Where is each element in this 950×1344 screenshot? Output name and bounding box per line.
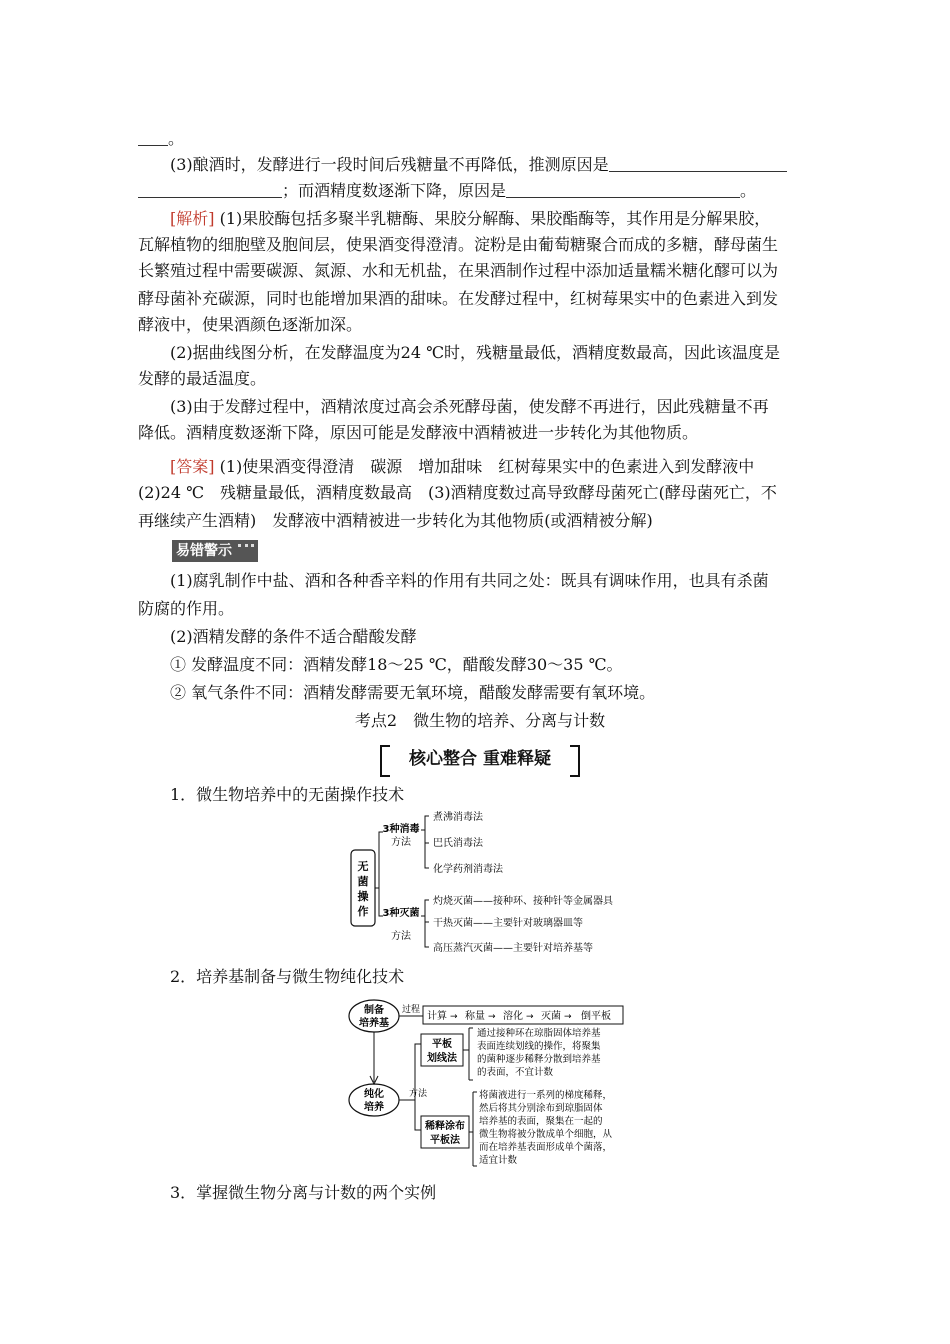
method2-desc-6: 适宜计数 [479,1155,518,1166]
badge-dots [238,544,254,551]
core-heading [380,745,580,775]
answer-text: (2)24 ℃ 残糖量最低，酒精度数最高 (3)酒精度数过高导致酵母菌死亡(酵母菌死亡，不 [138,483,777,502]
analysis-tag: [解析] [170,209,215,228]
process-label: 过程 [401,1005,421,1015]
prep-label-1: 制备 [364,1005,384,1016]
answer-blank [138,183,282,198]
method1-label-2: 划线法 [427,1053,457,1064]
root-char-4: 作 [357,905,369,918]
answer-blank [138,131,168,146]
step-4: 灭菌 [541,1011,561,1022]
method2-desc-1: 将菌液进行一系列的梯度稀释， [479,1090,613,1101]
analysis-text: 长繁殖过程中需要碳源、氮源、水和无机盐，在果酒制作过程中添加适量糯米糖化醪可以为 [138,261,779,280]
subsection-title: 2．培养基制备与微生物纯化技术 [170,967,405,986]
purify-label-2: 培养 [364,1102,384,1113]
sterilize-item-3: 高压蒸汽灭菌——主要针对培养基等 [433,943,593,954]
method1-desc-4: 的表面，不宜计数 [477,1067,554,1078]
prep-label-2: 培养基 [359,1018,389,1029]
subsection-title: 1．微生物培养中的无菌操作技术 [170,785,405,804]
method1-desc-3: 的菌种逐步稀释分散到培养基 [477,1054,601,1065]
warning-text: (1)腐乳制作中盐、酒和各种香辛料的作用有共同之处：既具有调味作用，也具有杀菌 [170,571,769,590]
analysis-text: 酵母菌补充碳源，同时也能增加果酒的甜味。在发酵过程中，红树莓果实中的色素进入到发 [138,289,779,308]
method2-desc-2: 然后将其分别涂布到琼脂固体 [479,1103,603,1114]
svg-text:→: → [526,1012,534,1022]
question-3-line-2 [138,178,822,204]
answer-tag: [答案] [170,457,215,476]
method1-desc-1: 通过接种环在琼脂固体培养基 [477,1028,601,1039]
question-3-line [138,152,822,178]
line-end: 。 [168,129,185,148]
warning-text: ① 发酵温度不同：酒精发酵18～25 ℃，醋酸发酵30～35 ℃。 [170,655,623,674]
analysis-text: (2)据曲线图分析，在发酵温度为24 ℃时，残糖量最低，酒精度数最高，因此该温度是 [170,343,781,362]
root-char-2: 菌 [357,875,369,888]
svg-text:→: → [450,1012,458,1022]
text-line [138,126,822,152]
sterile-operation-diagram [345,808,645,958]
svg-text:→: → [488,1012,496,1022]
step-2: 称量 [465,1011,485,1022]
method2-desc-3: 培养基的表面，聚集在一起的 [479,1116,603,1127]
question-text: ；而酒精度数逐渐下降，原因是 [282,181,507,200]
answer-blank [506,183,740,198]
answer-line [138,454,822,480]
section-title: 考点2 微生物的培养、分离与计数 [354,711,606,730]
error-warning-badge [172,540,258,562]
analysis-text: (1)果胶酶包括多聚半乳糖酶、果胶分解酶、果胶酯酶等，其作用是分解果胶， [219,209,771,228]
disinfect-item-1: 煮沸消毒法 [433,812,483,823]
analysis-text: (3)由于发酵过程中，酒精浓度过高会杀死酵母菌，使发酵不再进行，因此残糖量不再 [170,397,769,416]
bracket-left [380,745,390,777]
step-5: 倒平板 [581,1011,611,1022]
sterilize-item-2: 干热灭菌——主要针对玻璃器皿等 [433,918,583,929]
core-heading-label: 核心整合 重难释疑 [409,749,551,769]
root-char-3: 操 [357,890,369,903]
purify-label-1: 纯化 [364,1089,384,1100]
analysis-text: 瓦解植物的细胞壁及胞间层，使果酒变得澄清。淀粉是由葡萄糖聚合而成的多糖，酵母菌生 [138,235,779,254]
disinfect-item-3: 化学药剂消毒法 [433,864,503,875]
method2-label-1: 稀释涂布 [425,1121,465,1132]
method2-desc-4: 微生物将被分散成单个细胞，从 [479,1129,613,1140]
analysis-text: 降低。酒精度数逐渐下降，原因可能是发酵液中酒精被进一步转化为其他物质。 [138,423,699,442]
warning-text: 防腐的作用。 [138,599,235,618]
analysis-line [138,206,822,232]
root-char-1: 无 [357,860,369,873]
answer-blank [609,157,787,172]
branch1-sub: 方法 [391,837,411,848]
branch2-label: 3种灭菌 [382,908,420,919]
sterilize-item-1: 灼烧灭菌——接种环、接种针等金属器具 [433,896,613,907]
method2-desc-5: 而在培养基表面形成单个菌落， [479,1142,613,1153]
svg-text:→: → [564,1012,572,1022]
warning-text: (2)酒精发酵的条件不适合醋酸发酵 [170,627,417,646]
warning-text: ② 氧气条件不同：酒精发酵需要无氧环境，醋酸发酵需要有氧环境。 [170,683,656,702]
bracket-right [570,745,580,777]
question-text: (3)酿酒时，发酵进行一段时间后残糖量不再降低，推测原因是 [170,155,609,174]
analysis-text: 发酵的最适温度。 [138,369,267,388]
method2-label-2: 平板法 [430,1135,460,1146]
subsection-title: 3．掌握微生物分离与计数的两个实例 [170,1183,437,1202]
method-label: 方法 [409,1089,428,1099]
analysis-text: 酵液中，使果酒颜色逐渐加深。 [138,315,363,334]
branch1-label: 3种消毒 [382,824,420,835]
line-end: 。 [740,181,757,200]
branch2-sub: 方法 [391,931,411,942]
disinfect-item-2: 巴氏消毒法 [433,838,483,849]
method1-label-1: 平板 [432,1039,452,1050]
medium-purification-diagram [345,998,645,1172]
step-1: 计算 [427,1011,447,1022]
answer-text: (1)使果酒变得澄清 碳源 增加甜味 红树莓果实中的色素进入到发酵液中 [219,457,755,476]
method1-desc-2: 表面连续划线的操作，将聚集 [477,1041,601,1052]
badge-label: 易错警示 [176,543,232,559]
step-3: 溶化 [503,1011,523,1022]
answer-text: 再继续产生酒精) 发酵液中酒精被进一步转化为其他物质(或酒精被分解) [138,511,653,530]
